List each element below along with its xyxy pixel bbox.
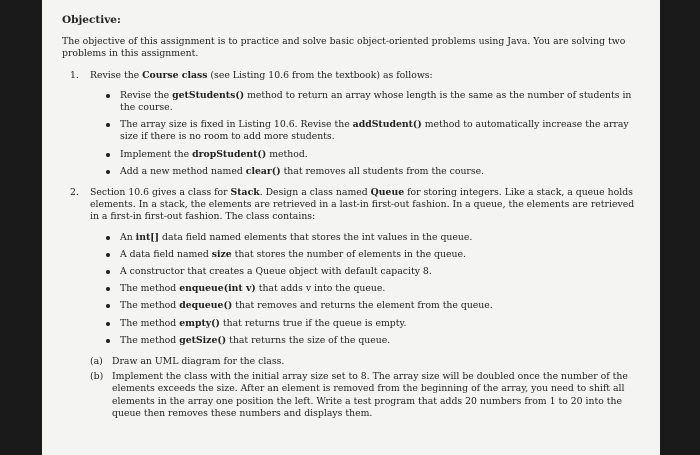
- list-item: Add a new method named clear() that removes all students from the course.: [112, 166, 646, 178]
- intro-paragraph: The objective of this assignment is to practice and solve basic object-oriented problems using Java. You are solving two problems in this assignment.: [62, 36, 626, 60]
- question-text: Revise the Course class (see Listing 10.6 from the textbook) as follows:: [90, 69, 433, 81]
- list-item: The method dequeue() that removes and returns the element from the queue.: [112, 300, 646, 312]
- bullet-icon: [106, 170, 110, 174]
- list-item: The array size is fixed in Listing 10.6. Revise the addStudent() method to automatically increase the array size if there is no room to add more students.: [112, 119, 646, 143]
- bullet-icon: [106, 123, 110, 127]
- list-item: The method enqueue(int v) that adds v into the queue.: [112, 283, 646, 295]
- subquestion-a: (a) Draw an UML diagram for the class.: [90, 356, 285, 368]
- question-number: 2.: [70, 187, 79, 199]
- q2-subquestions: [90, 356, 646, 420]
- list-item: Revise the getStudents() method to return an array whose length is the same as the number of students in the course.: [112, 90, 646, 114]
- document-page: [42, 0, 660, 455]
- assignment-content: [62, 14, 646, 423]
- bullet-icon: [106, 304, 110, 308]
- list-item: A constructor that creates a Queue object with default capacity 8.: [112, 266, 646, 278]
- q1-bullet-list: [90, 90, 646, 178]
- list-item: The method empty() that returns true if the queue is empty.: [112, 318, 646, 330]
- objective-heading: Objective:: [62, 14, 121, 26]
- list-item: An int[] data field named elements that stores the int values in the queue.: [112, 232, 646, 244]
- bullet-icon: [106, 236, 110, 240]
- bullet-icon: [106, 339, 110, 343]
- question-text: Section 10.6 gives a class for Stack. Design a class named Queue for storing integers. Like a stack, a queue holds elements. In a stack, the elements are retrieved in a last-in first-out fashion. In a queue, the elements are retrieved in a first-in first-out fashion. The class contains:: [90, 187, 635, 223]
- question-2: [62, 187, 646, 420]
- bullet-icon: [106, 153, 110, 157]
- list-item: Implement the dropStudent() method.: [112, 149, 646, 161]
- subquestion-b: (b) Implement the class with the initial array size set to 8. The array size will be doubled once the number of the elements exceeds the size. After an element is removed from the beginning of the array, you need to shift all elements in the array one position the left. Write a test program that adds 20 numbers from 1 to 20 into the queue then removes these numbers and displays them.: [90, 371, 628, 419]
- list-item: The method getSize() that returns the size of the queue.: [112, 335, 646, 347]
- bullet-icon: [106, 322, 110, 326]
- bullet-icon: [106, 287, 110, 291]
- bullet-icon: [106, 253, 110, 257]
- q2-bullet-list: [90, 232, 646, 347]
- bullet-icon: [106, 270, 110, 274]
- question-1: [62, 70, 646, 178]
- bullet-icon: [106, 94, 110, 98]
- list-item: A data field named size that stores the number of elements in the queue.: [112, 249, 646, 261]
- question-number: 1.: [70, 69, 79, 81]
